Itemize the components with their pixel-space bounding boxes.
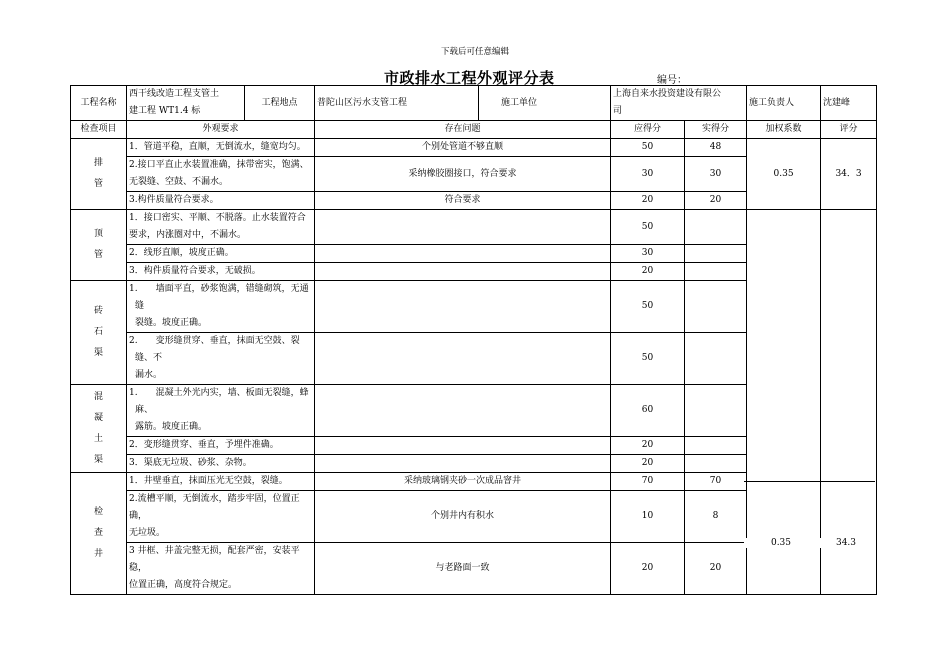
col-header-issue: 存在问题 xyxy=(315,121,611,139)
due-score-cell: 20 xyxy=(611,263,685,281)
location-label: 工程地点 xyxy=(245,86,315,121)
requirement-cell: 3 井框、井盖完整无损，配套严密，安装平 稳， 位置正确，高度符合规定。 xyxy=(127,543,315,595)
evaluation-table xyxy=(70,85,877,595)
due-score-cell: 20 xyxy=(611,192,685,210)
category-well: 检 查 井 xyxy=(71,473,127,595)
due-score-cell: 50 xyxy=(611,139,685,157)
issue-cell: 采纳玻璃钢夹砂一次成品窨井 xyxy=(315,473,611,491)
due-score-cell: 20 xyxy=(611,437,685,455)
number-label: 编号： xyxy=(657,75,687,86)
col-header-requirement: 外观要求 xyxy=(127,121,315,139)
contractor-value: 上海自来水投资建设有限公 司 xyxy=(611,86,747,121)
due-score-cell: 50 xyxy=(611,333,685,385)
issue-cell xyxy=(315,333,611,385)
due-score-cell: 30 xyxy=(611,245,685,263)
requirement-cell: 2．变形缝贯穿、垂直，予埋件准确。 xyxy=(127,437,315,455)
requirement-cell: 2．线形直顺，坡度正确。 xyxy=(127,245,315,263)
manager-label: 施工负责人 xyxy=(747,86,821,121)
table-row xyxy=(71,210,877,245)
due-score-cell: 20 xyxy=(611,543,685,595)
col-header-item: 检查项目 xyxy=(71,121,127,139)
issue-cell xyxy=(315,245,611,263)
due-score-cell: 10 xyxy=(611,491,685,543)
due-score-cell: 50 xyxy=(611,281,685,333)
requirement-cell: 1. 墙面平直，砂浆饱满，错缝砌筑，无通 缝 裂缝。坡度正确。 xyxy=(127,281,315,333)
project-name-label: 工程名称 xyxy=(71,86,127,121)
issue-cell xyxy=(315,437,611,455)
requirement-cell: 2.接口平直止水装置准确，抹带密实，饱满、 无裂缝、空鼓、不漏水。 xyxy=(127,157,315,192)
info-row xyxy=(71,86,877,121)
got-score-cell xyxy=(685,210,747,245)
got-score-cell: 48 xyxy=(685,139,747,157)
score-cell xyxy=(821,210,877,595)
column-header-row xyxy=(71,121,877,139)
got-score-cell xyxy=(685,455,747,473)
issue-cell xyxy=(315,455,611,473)
issue-cell: 采纳橡胶圈接口，符合要求 xyxy=(315,157,611,192)
contractor-label-cell xyxy=(479,86,611,121)
requirement-cell: 2.流槽平顺，无倒流水，踏步牢固，位置正 确， 无垃圾。 xyxy=(127,491,315,543)
due-score-cell: 70 xyxy=(611,473,685,491)
requirement-cell: 1. 混凝土外光内实，墙、板面无裂缝，蜂 麻、 露筋。坡度正确。 xyxy=(127,385,315,437)
contractor-label: 施工单位 xyxy=(501,97,538,108)
category-concrete: 混 凝 土 渠 xyxy=(71,385,127,473)
due-score-cell: 50 xyxy=(611,210,685,245)
issue-cell: 符合要求 xyxy=(315,192,611,210)
requirement-cell: 1．井壁垂直，抹面压光无空鼓，裂缝。 xyxy=(127,473,315,491)
got-score-cell xyxy=(685,281,747,333)
category-brick: 砖 石 渠 xyxy=(71,281,127,385)
issue-cell: 个别处管道不够直顺 xyxy=(315,139,611,157)
due-score-cell: 20 xyxy=(611,455,685,473)
issue-cell xyxy=(315,263,611,281)
well-score-value: 34.3 xyxy=(818,538,874,548)
manager-value: 沈建峰 xyxy=(821,86,877,121)
got-score-cell: 20 xyxy=(685,543,747,595)
requirement-cell: 3.构件质量符合要求。 xyxy=(127,192,315,210)
got-score-cell xyxy=(685,437,747,455)
due-score-cell: 30 xyxy=(611,157,685,192)
got-score-cell: 30 xyxy=(685,157,747,192)
got-score-cell xyxy=(685,333,747,385)
well-weight-value: 0.35 xyxy=(744,538,818,548)
issue-cell xyxy=(315,281,611,333)
issue-cell xyxy=(315,385,611,437)
requirement-cell: 2. 变形缝贯穿、垂直，抹面无空鼓、裂 缝、不 漏水。 xyxy=(127,333,315,385)
category-jacking: 顶 管 xyxy=(71,210,127,281)
issue-cell: 与老路面一致 xyxy=(315,543,611,595)
requirement-cell: 3．渠底无垃圾、砂浆、杂物。 xyxy=(127,455,315,473)
location-value: 普陀山区污水支管工程 xyxy=(315,86,479,121)
got-score-cell: 8 xyxy=(685,491,747,543)
col-header-got: 实得分 xyxy=(685,121,747,139)
got-score-cell xyxy=(685,245,747,263)
header-note: 下载后可任意编辑 xyxy=(440,47,509,57)
got-score-cell: 20 xyxy=(685,192,747,210)
project-name-value: 西干线改造工程支管土 建工程 WT1.4 标 xyxy=(127,86,245,121)
table-row xyxy=(71,139,877,157)
got-score-cell: 70 xyxy=(685,473,747,491)
issue-cell xyxy=(315,210,611,245)
score-cell: 34．3 xyxy=(821,139,877,210)
requirement-cell: 3．构件质量符合要求，无破损。 xyxy=(127,263,315,281)
got-score-cell xyxy=(685,263,747,281)
col-header-due: 应得分 xyxy=(611,121,685,139)
due-score-cell: 60 xyxy=(611,385,685,437)
col-header-weight: 加权系数 xyxy=(747,121,821,139)
requirement-cell: 1．管道平稳，直顺，无倒流水，缝宽均匀。 xyxy=(127,139,315,157)
requirement-cell: 1．接口密实、平顺、不脱落。止水装置符合 要求，内涨圈对中，不漏水。 xyxy=(127,210,315,245)
weight-cell: 0.35 xyxy=(747,139,821,210)
page-title: 市政排水工程外观评分表 xyxy=(384,69,555,87)
category-pipe: 排 管 xyxy=(71,139,127,210)
col-header-score: 评分 xyxy=(821,121,877,139)
got-score-cell xyxy=(685,385,747,437)
issue-cell: 个别井内有积水 xyxy=(315,491,611,543)
weight-cell xyxy=(747,210,821,595)
well-block-divider xyxy=(744,481,875,482)
